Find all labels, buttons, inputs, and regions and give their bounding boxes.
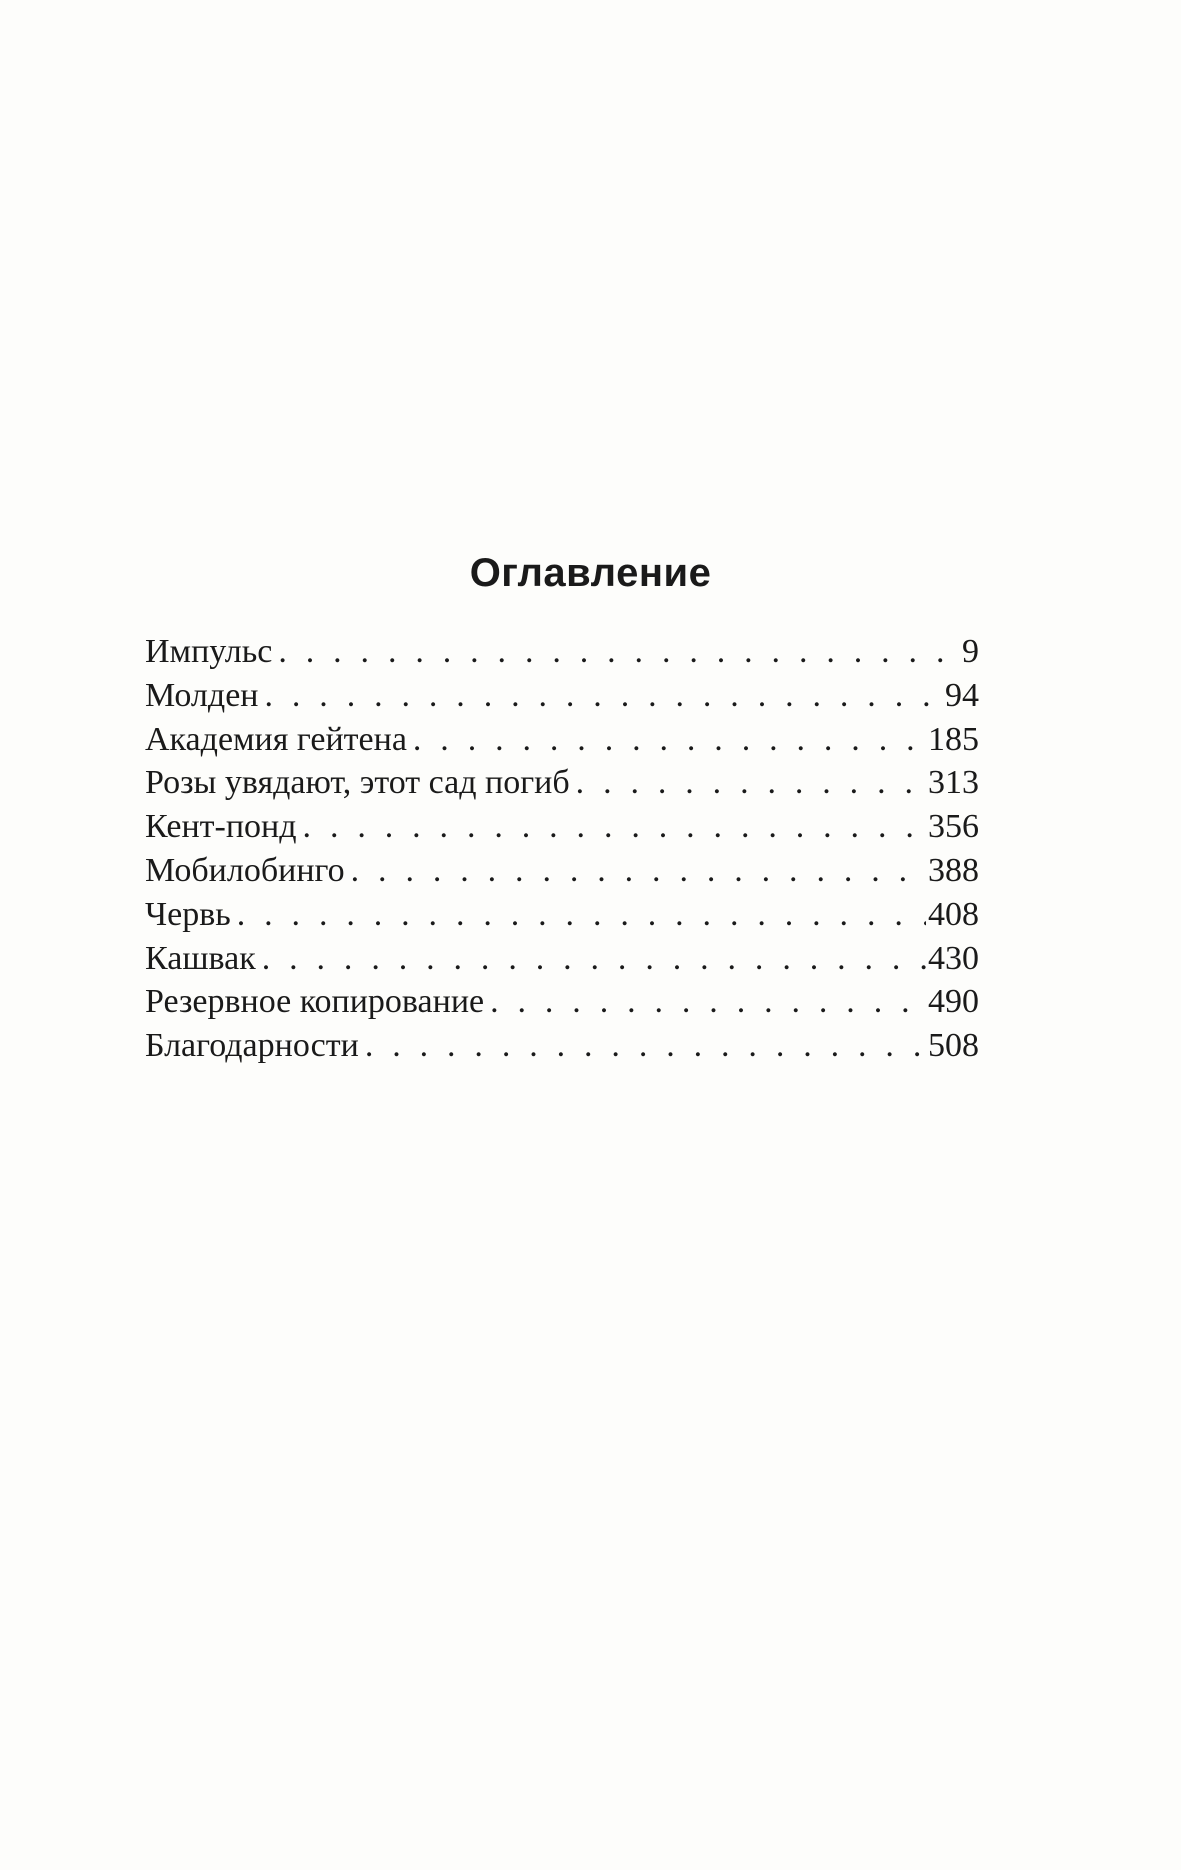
toc-entry-page: 185: [928, 720, 979, 758]
toc-entry: [145, 849, 979, 893]
toc-entry: [145, 718, 979, 762]
toc-entry: [145, 630, 979, 674]
toc-entry: [145, 805, 979, 849]
toc-entry-title: Мобилобинго: [145, 851, 345, 889]
toc-entry-page: 94: [945, 676, 979, 714]
toc-entry: [145, 761, 979, 805]
toc-entry-page: 9: [962, 633, 979, 670]
toc-entry: [145, 893, 979, 937]
toc-entry: [145, 1024, 979, 1068]
toc-heading: Оглавление: [469, 551, 712, 595]
toc-entry-title: Червь: [145, 895, 231, 933]
toc-dot-leader: [303, 805, 926, 849]
toc-entry: [145, 674, 979, 718]
toc-entry-title: Кент-понд: [145, 808, 297, 846]
toc-entry-title: Молден: [145, 676, 259, 714]
toc-entry-title: Кашвак: [145, 939, 256, 977]
toc-entry-page: 313: [928, 764, 979, 802]
toc-entry-title: Резервное копирование: [145, 983, 485, 1021]
table-of-contents: [145, 630, 979, 1068]
toc-entry-title: Импульс: [145, 633, 273, 670]
toc-dot-leader: [351, 849, 926, 893]
toc-dot-leader: [413, 718, 926, 762]
toc-dot-leader: [278, 630, 960, 674]
toc-entry-page: 388: [928, 851, 979, 889]
toc-entry-page: 508: [928, 1027, 979, 1065]
toc-entry-page: 430: [928, 939, 979, 977]
toc-entry-page: 356: [928, 808, 979, 846]
toc-dot-leader: [365, 1024, 926, 1068]
toc-dot-leader: [262, 937, 926, 981]
toc-entry: [145, 980, 979, 1024]
toc-dot-leader: [265, 674, 944, 718]
toc-dot-leader: [576, 761, 926, 805]
toc-entry-page: 490: [928, 983, 979, 1021]
toc-entry-title: Розы увядают, этот сад погиб: [145, 764, 570, 802]
toc-entry: [145, 937, 979, 981]
toc-dot-leader: [490, 980, 926, 1024]
toc-entry-title: Благодарности: [145, 1027, 359, 1065]
toc-dot-leader: [237, 893, 926, 937]
toc-entry-page: 408: [928, 895, 979, 933]
toc-entry-title: Академия гейтена: [145, 720, 407, 758]
